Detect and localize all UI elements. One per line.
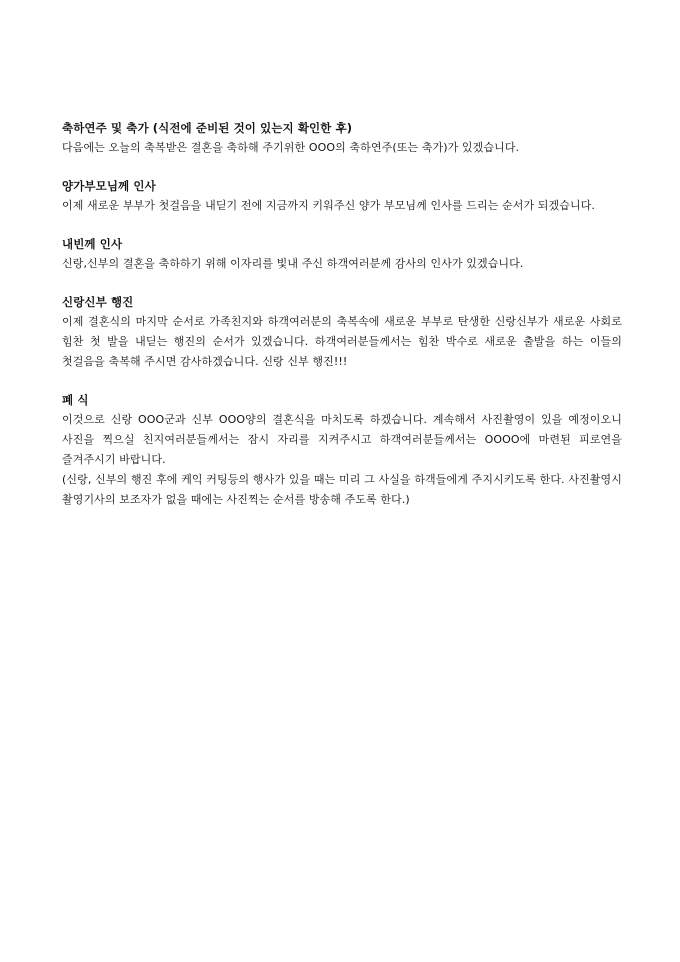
- section-heading: 양가부모님께 인사: [62, 179, 156, 193]
- section-paragraph: 다음에는 오늘의 축복받은 결혼을 축하해 주기위한 OOO의 축하연주(또는 축가)가 있겠습니다.: [62, 141, 520, 154]
- section-paragraph: 이제 결혼식의 마지막 순서로 가족친지와 하객여러분의 축복속에 새로운 부부로 탄생한 신랑신부가 새로운 사회로 힘찬 첫 발을 내딛는 행진의 순서가 있겠습니다. 하객여러분들께서는 힘찬 박수로 새로운 출발을 하는 이들의 첫걸음을 축복해 주시면 감사하겠습니다. 신랑 신부 행진!!!: [62, 315, 622, 368]
- section-greeting-parents: [62, 176, 622, 216]
- section-closing: [62, 390, 622, 510]
- section-paragraph: 이것으로 신랑 OOO군과 신부 OOO양의 결혼식을 마치도록 하겠습니다. 계속해서 사진촬영이 있을 예정이오니 사진을 찍으실 친지여러분들께서는 잠시 자리를 지켜주시고 하객여러분들께서는 OOOO에 마련된 피로연을 즐겨주시기 바랍니다.: [62, 413, 622, 466]
- section-heading: 축하연주 및 축가 (식전에 준비된 것이 있는지 확인한 후): [62, 121, 353, 135]
- section-heading: 내빈께 인사: [62, 237, 123, 251]
- document-page: [62, 118, 622, 528]
- section-greeting-guests: [62, 234, 622, 274]
- section-congratulatory-performance: [62, 118, 622, 158]
- section-paragraph: 신랑,신부의 결혼을 축하하기 위해 이자리를 빛내 주신 하객여러분께 감사의 인사가 있겠습니다.: [62, 257, 524, 270]
- section-note-paragraph: (신랑, 신부의 행진 후에 케익 커팅등의 행사가 있을 때는 미리 그 사실을 하객들에게 주지시키도록 한다. 사진촬영시 촬영기사의 보조자가 없을 때에는 사진찍는 순서를 방송해 주도록 한다.): [62, 473, 622, 506]
- section-heading: 신랑신부 행진: [62, 295, 134, 309]
- section-couple-march: [62, 292, 622, 372]
- section-heading: 폐 식: [62, 393, 89, 407]
- section-paragraph: 이제 새로운 부부가 첫걸음을 내딛기 전에 지금까지 키워주신 양가 부모님께 인사를 드리는 순서가 되겠습니다.: [62, 199, 596, 212]
